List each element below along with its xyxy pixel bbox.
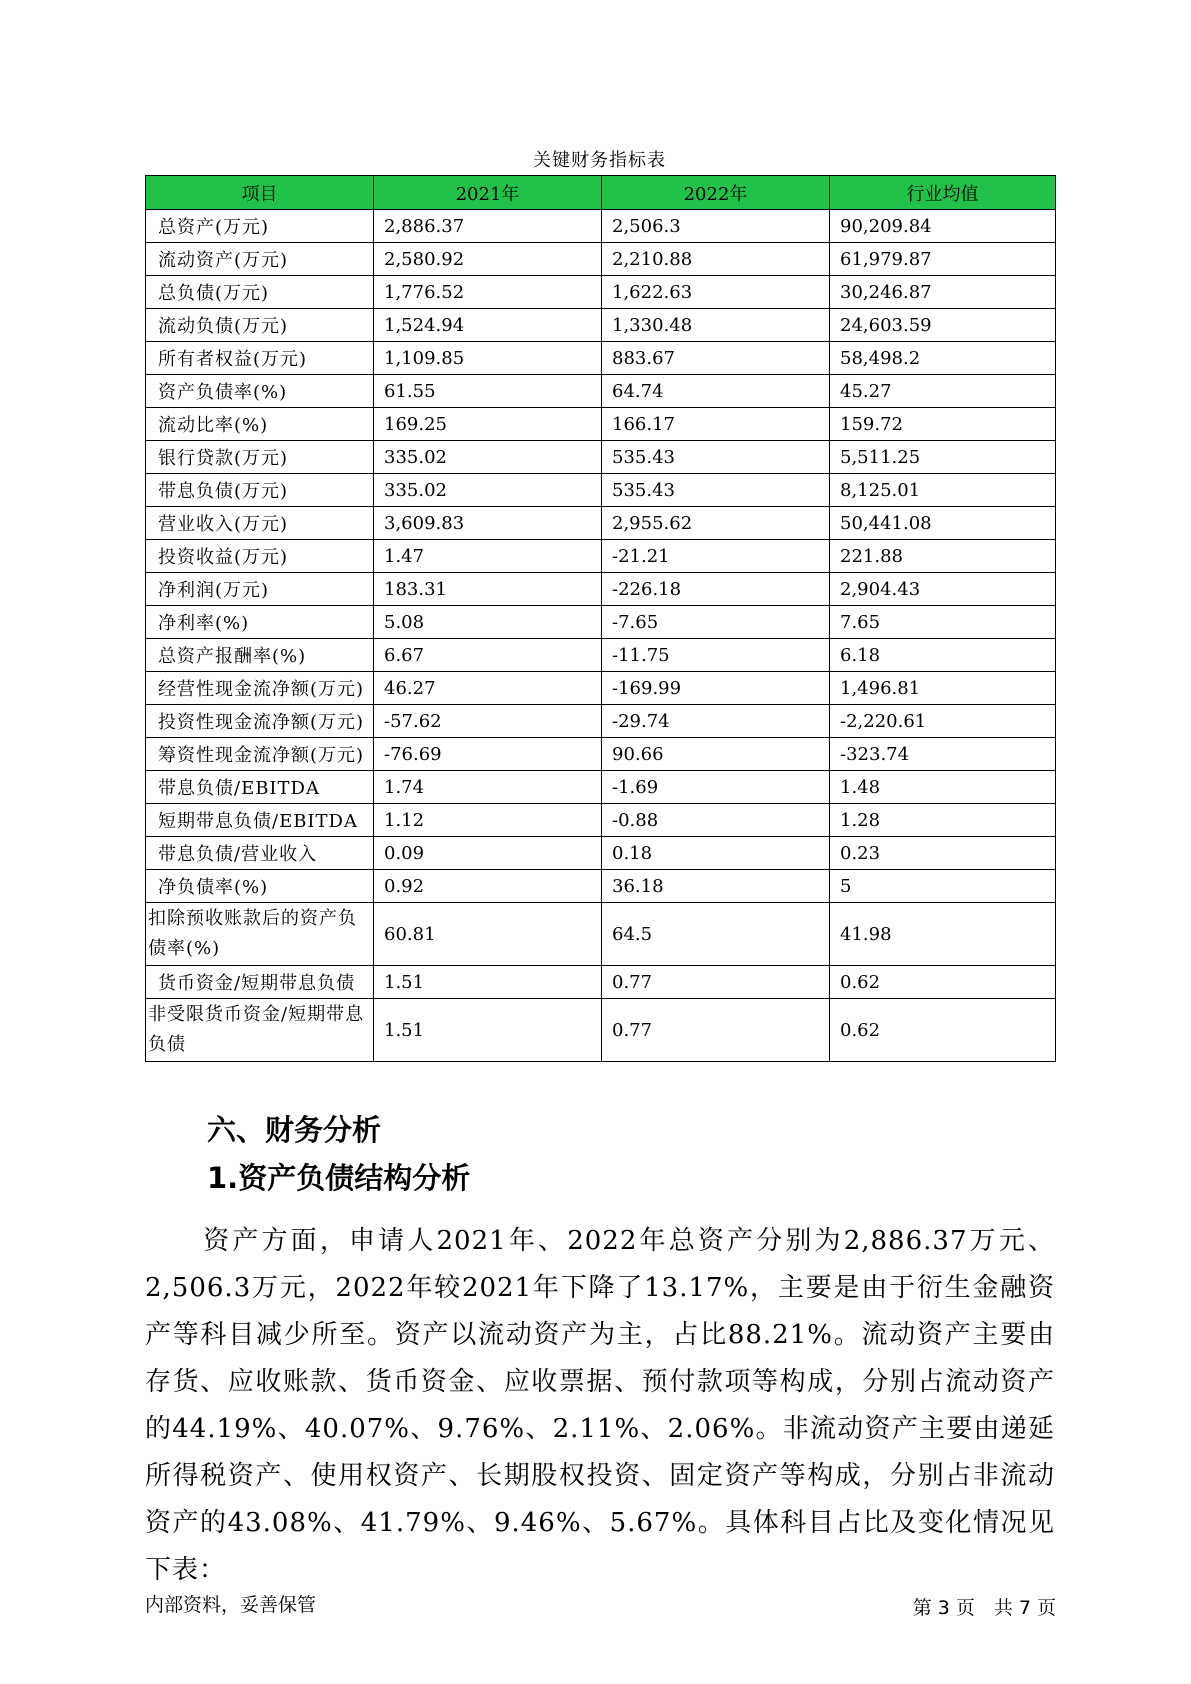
row-value-cell: 50,441.08 bbox=[830, 507, 1056, 540]
row-value-cell: 1.48 bbox=[830, 771, 1056, 804]
row-value-cell: 1.28 bbox=[830, 804, 1056, 837]
row-item-label: 投资收益(万元) bbox=[146, 540, 374, 573]
table-row bbox=[146, 507, 1056, 540]
row-value-cell: 0.23 bbox=[830, 837, 1056, 870]
table-row bbox=[146, 804, 1056, 837]
row-value-cell: -2,220.61 bbox=[830, 705, 1056, 738]
financial-indicators-table bbox=[145, 175, 1056, 1062]
row-value-cell: 60.81 bbox=[374, 903, 602, 966]
row-value-cell: -76.69 bbox=[374, 738, 602, 771]
row-value-cell: 2,506.3 bbox=[602, 210, 830, 243]
row-value-cell: 90.66 bbox=[602, 738, 830, 771]
row-value-cell: 535.43 bbox=[602, 474, 830, 507]
table-row bbox=[146, 870, 1056, 903]
row-value-cell: 0.77 bbox=[602, 966, 830, 999]
table-row bbox=[146, 738, 1056, 771]
row-item-label: 银行贷款(万元) bbox=[146, 441, 374, 474]
table-row bbox=[146, 705, 1056, 738]
footer-page-number bbox=[907, 1593, 1056, 1620]
row-value-cell: 46.27 bbox=[374, 672, 602, 705]
row-value-cell: 61,979.87 bbox=[830, 243, 1056, 276]
row-value-cell: 2,955.62 bbox=[602, 507, 830, 540]
row-item-label: 经营性现金流净额(万元) bbox=[146, 672, 374, 705]
row-value-cell: 0.77 bbox=[602, 999, 830, 1062]
table-header-row bbox=[146, 176, 1056, 210]
row-value-cell: 58,498.2 bbox=[830, 342, 1056, 375]
row-item-label: 投资性现金流净额(万元) bbox=[146, 705, 374, 738]
row-value-cell: 41.98 bbox=[830, 903, 1056, 966]
row-value-cell: 64.5 bbox=[602, 903, 830, 966]
row-value-cell: 2,580.92 bbox=[374, 243, 602, 276]
row-value-cell: 2,210.88 bbox=[602, 243, 830, 276]
row-value-cell: 6.67 bbox=[374, 639, 602, 672]
row-item-label: 非受限货币资金/短期带息负债 bbox=[146, 999, 374, 1062]
row-value-cell: 3,609.83 bbox=[374, 507, 602, 540]
row-value-cell: 166.17 bbox=[602, 408, 830, 441]
row-item-label: 净负债率(%) bbox=[146, 870, 374, 903]
row-value-cell: 1,776.52 bbox=[374, 276, 602, 309]
table-row bbox=[146, 375, 1056, 408]
row-item-label: 资产负债率(%) bbox=[146, 375, 374, 408]
row-value-cell: 2,886.37 bbox=[374, 210, 602, 243]
row-item-label: 筹资性现金流净额(万元) bbox=[146, 738, 374, 771]
row-value-cell: -21.21 bbox=[602, 540, 830, 573]
table-row bbox=[146, 210, 1056, 243]
row-value-cell: 1.51 bbox=[374, 966, 602, 999]
row-item-label: 净利率(%) bbox=[146, 606, 374, 639]
row-value-cell: 30,246.87 bbox=[830, 276, 1056, 309]
page-suffix: 页 bbox=[1036, 1597, 1056, 1619]
row-value-cell: -7.65 bbox=[602, 606, 830, 639]
row-value-cell: 1,524.94 bbox=[374, 309, 602, 342]
row-item-label: 净利润(万元) bbox=[146, 573, 374, 606]
table-row bbox=[146, 672, 1056, 705]
row-value-cell: 5.08 bbox=[374, 606, 602, 639]
page-current: 3 bbox=[937, 1597, 950, 1619]
row-item-label: 短期带息负债/EBITDA bbox=[146, 804, 374, 837]
row-item-label: 总资产(万元) bbox=[146, 210, 374, 243]
row-value-cell: 1,496.81 bbox=[830, 672, 1056, 705]
row-item-label: 所有者权益(万元) bbox=[146, 342, 374, 375]
table-row bbox=[146, 999, 1056, 1062]
row-value-cell: -11.75 bbox=[602, 639, 830, 672]
row-value-cell: 61.55 bbox=[374, 375, 602, 408]
row-value-cell: 169.25 bbox=[374, 408, 602, 441]
row-value-cell: 159.72 bbox=[830, 408, 1056, 441]
header-item: 项目 bbox=[146, 176, 374, 210]
row-value-cell: 2,904.43 bbox=[830, 573, 1056, 606]
row-value-cell: 6.18 bbox=[830, 639, 1056, 672]
row-value-cell: 1,109.85 bbox=[374, 342, 602, 375]
row-value-cell: 183.31 bbox=[374, 573, 602, 606]
row-value-cell: 1.51 bbox=[374, 999, 602, 1062]
page-mid: 页 共 bbox=[955, 1597, 1013, 1619]
table-caption: 关键财务指标表 bbox=[533, 150, 666, 171]
row-item-label: 货币资金/短期带息负债 bbox=[146, 966, 374, 999]
row-item-label: 带息负债(万元) bbox=[146, 474, 374, 507]
row-value-cell: 90,209.84 bbox=[830, 210, 1056, 243]
row-item-label: 扣除预收账款后的资产负债率(%) bbox=[146, 903, 374, 966]
row-value-cell: 535.43 bbox=[602, 441, 830, 474]
table-row bbox=[146, 342, 1056, 375]
row-value-cell: -323.74 bbox=[830, 738, 1056, 771]
table-row bbox=[146, 243, 1056, 276]
page-prefix: 第 bbox=[912, 1597, 932, 1619]
row-value-cell: 24,603.59 bbox=[830, 309, 1056, 342]
row-value-cell: 0.09 bbox=[374, 837, 602, 870]
paragraph-text: 资产方面，申请人2021年、2022年总资产分别为2,886.37万元、2,506.3万元，2022年较2021年下降了13.17%，主要是由于衍生金融资产等科目减少所至。资产以流动资产为主，占比88.21%。流动资产主要由存货、应收账款、货币资金、应收票据、预付款项等构成，分别占流动资产的44.19%、40.07%、9.76%、2.11%、2.06%。非流动资产主要由递延所得税资产、使用权资产、长期股权投资、固定资产等构成，分别占非流动资产的43.08%、41.79%、9.46%、5.67%。具体科目占比及变化情况见下表： bbox=[145, 1226, 1055, 1585]
row-value-cell: 1,330.48 bbox=[602, 309, 830, 342]
row-value-cell: 64.74 bbox=[602, 375, 830, 408]
header-industry-avg: 行业均值 bbox=[830, 176, 1056, 210]
row-value-cell: 0.62 bbox=[830, 999, 1056, 1062]
footer-confidential-note: 内部资料，妥善保管 bbox=[145, 1594, 317, 1616]
row-value-cell: -29.74 bbox=[602, 705, 830, 738]
table-row bbox=[146, 606, 1056, 639]
section-title: 六、财务分析 bbox=[207, 1113, 382, 1147]
row-item-label: 流动资产(万元) bbox=[146, 243, 374, 276]
row-value-cell: 883.67 bbox=[602, 342, 830, 375]
page-total: 7 bbox=[1018, 1597, 1031, 1619]
row-value-cell: 0.18 bbox=[602, 837, 830, 870]
row-item-label: 总资产报酬率(%) bbox=[146, 639, 374, 672]
row-item-label: 带息负债/营业收入 bbox=[146, 837, 374, 870]
header-2022: 2022年 bbox=[602, 176, 830, 210]
analysis-paragraph bbox=[145, 1218, 1055, 1594]
table-row bbox=[146, 903, 1056, 966]
row-value-cell: -226.18 bbox=[602, 573, 830, 606]
row-value-cell: 221.88 bbox=[830, 540, 1056, 573]
row-item-label: 流动负债(万元) bbox=[146, 309, 374, 342]
row-value-cell: 0.62 bbox=[830, 966, 1056, 999]
table-row bbox=[146, 474, 1056, 507]
table-row bbox=[146, 441, 1056, 474]
table-row bbox=[146, 639, 1056, 672]
row-value-cell: 335.02 bbox=[374, 441, 602, 474]
table-row bbox=[146, 837, 1056, 870]
row-value-cell: 1,622.63 bbox=[602, 276, 830, 309]
row-value-cell: 8,125.01 bbox=[830, 474, 1056, 507]
row-value-cell: 36.18 bbox=[602, 870, 830, 903]
table-row bbox=[146, 276, 1056, 309]
row-item-label: 流动比率(%) bbox=[146, 408, 374, 441]
row-value-cell: 5,511.25 bbox=[830, 441, 1056, 474]
row-item-label: 总负债(万元) bbox=[146, 276, 374, 309]
subsection-title: 1.资产负债结构分析 bbox=[207, 1161, 471, 1195]
table-row bbox=[146, 771, 1056, 804]
row-value-cell: -57.62 bbox=[374, 705, 602, 738]
table-row bbox=[146, 408, 1056, 441]
row-value-cell: 1.47 bbox=[374, 540, 602, 573]
row-value-cell: 0.92 bbox=[374, 870, 602, 903]
table-row bbox=[146, 573, 1056, 606]
row-value-cell: 1.12 bbox=[374, 804, 602, 837]
row-value-cell: -0.88 bbox=[602, 804, 830, 837]
row-item-label: 营业收入(万元) bbox=[146, 507, 374, 540]
row-value-cell: 5 bbox=[830, 870, 1056, 903]
header-2021: 2021年 bbox=[374, 176, 602, 210]
row-value-cell: 1.74 bbox=[374, 771, 602, 804]
row-item-label: 带息负债/EBITDA bbox=[146, 771, 374, 804]
row-value-cell: 7.65 bbox=[830, 606, 1056, 639]
row-value-cell: -1.69 bbox=[602, 771, 830, 804]
row-value-cell: 45.27 bbox=[830, 375, 1056, 408]
row-value-cell: -169.99 bbox=[602, 672, 830, 705]
row-value-cell: 335.02 bbox=[374, 474, 602, 507]
table-row bbox=[146, 309, 1056, 342]
table-row bbox=[146, 540, 1056, 573]
table-row bbox=[146, 966, 1056, 999]
